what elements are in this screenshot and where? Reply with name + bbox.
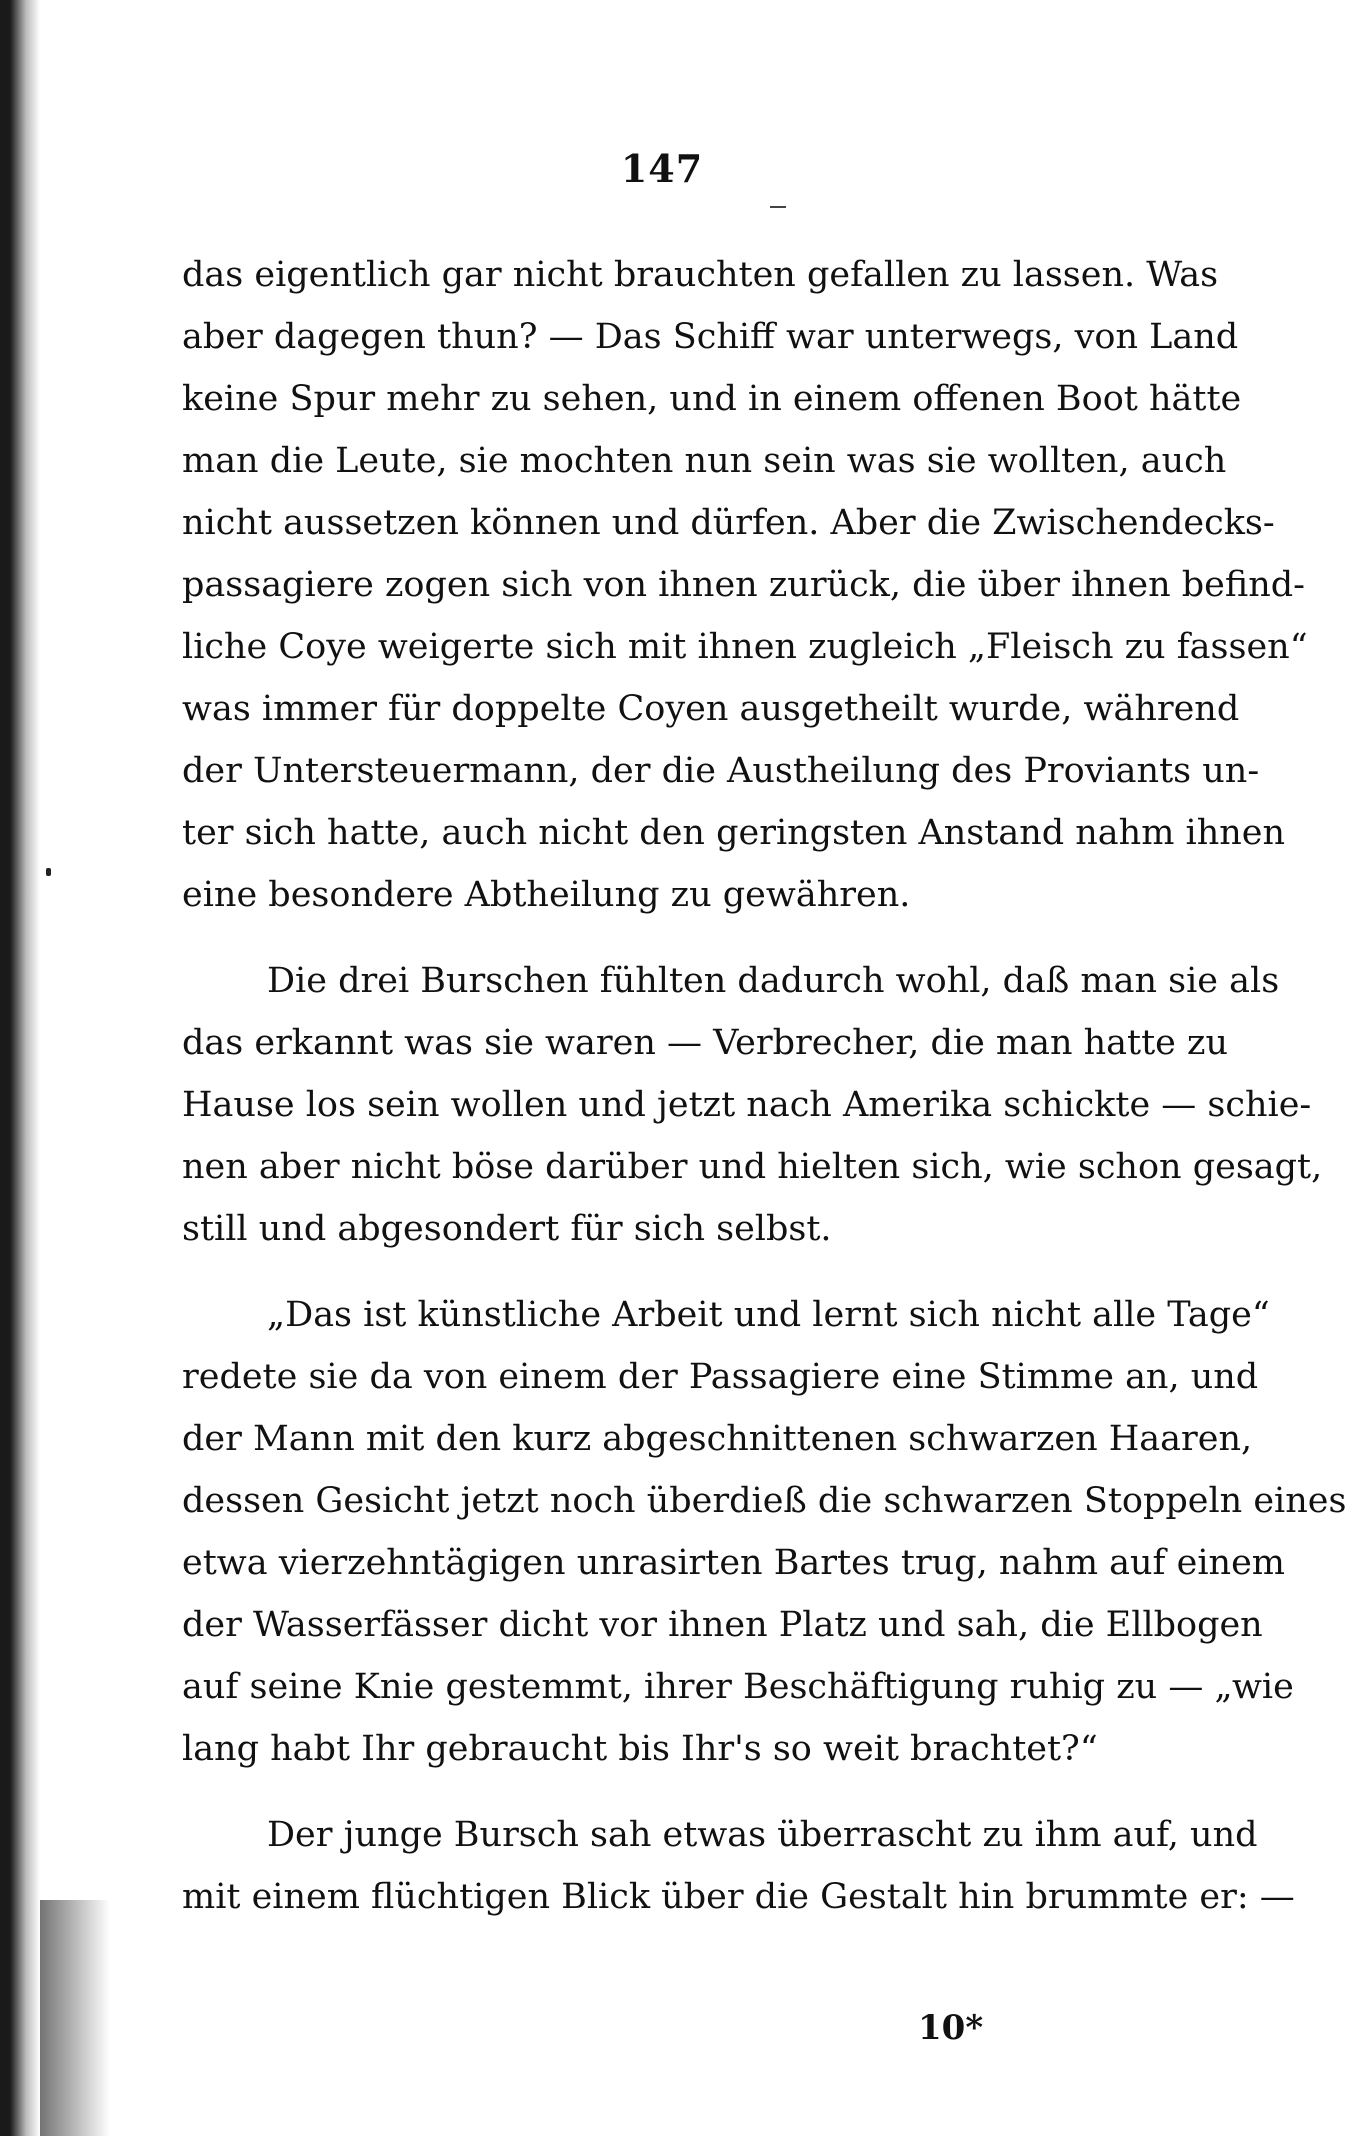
text-line: lang habt Ihr gebraucht bis Ihr's so weit brachtet?“ [182, 1729, 1098, 1769]
text-line: dessen Gesicht jetzt noch überdieß die schwarzen Stoppeln eines [182, 1481, 1346, 1521]
paragraph [182, 244, 1308, 926]
text-line: liche Coye weigerte sich mit ihnen zugleich „Fleisch zu fassen“ [182, 627, 1308, 667]
paragraph [182, 950, 1323, 1260]
text-line: Hause los sein wollen und jetzt nach Amerika schickte — schie- [182, 1085, 1312, 1125]
paragraph-gap [182, 1260, 1205, 1284]
text-line: Die drei Burschen fühlten dadurch wohl, daß man sie als [267, 961, 1280, 1001]
text-line: auf seine Knie gestemmt, ihrer Beschäftigung ruhig zu — „wie [182, 1667, 1294, 1707]
paragraph-gap [182, 1780, 1205, 1804]
text-line: das erkannt was sie waren — Verbrecher, die man hatte zu [182, 1023, 1228, 1063]
text-line: mit einem flüchtigen Blick über die Gestalt hin brummte er: — [182, 1877, 1295, 1917]
header-rule [770, 206, 786, 208]
text-line: Der junge Bursch sah etwas überrascht zu ihm auf, und [267, 1815, 1258, 1855]
text-line: nen aber nicht böse darüber und hielten sich, wie schon gesagt, [182, 1147, 1323, 1187]
text-line: redete sie da von einem der Passagiere eine Stimme an, und [182, 1357, 1259, 1397]
body-text [182, 244, 1346, 1928]
text-line: eine besondere Abtheilung zu gewähren. [182, 875, 911, 915]
text-line: was immer für doppelte Coyen ausgetheilt wurde, während [182, 689, 1240, 729]
text-line: nicht aussetzen können und dürfen. Aber die Zwischendecks- [182, 503, 1275, 543]
paragraph-gap [182, 926, 1205, 950]
text-line: etwa vierzehntägigen unrasirten Bartes trug, nahm auf einem [182, 1543, 1285, 1583]
text-line: das eigentlich gar nicht brauchten gefallen zu lassen. Was [182, 255, 1219, 295]
text-line: passagiere zogen sich von ihnen zurück, die über ihnen befind- [182, 565, 1305, 605]
page-number: 147 [620, 146, 704, 191]
text-line: „Das ist künstliche Arbeit und lernt sich nicht alle Tage“ [267, 1295, 1270, 1335]
text-line: der Untersteuermann, der die Austheilung des Proviants un- [182, 751, 1260, 791]
text-line: still und abgesondert für sich selbst. [182, 1209, 832, 1249]
paragraph [182, 1284, 1346, 1780]
text-line: aber dagegen thun? — Das Schiff war unterwegs, von Land [182, 317, 1239, 357]
text-line: der Mann mit den kurz abgeschnittenen schwarzen Haaren, [182, 1419, 1253, 1459]
text-line: man die Leute, sie mochten nun sein was sie wollten, auch [182, 441, 1227, 481]
signature-mark: 10* [918, 2008, 984, 2048]
binding-shadow [40, 1900, 110, 2136]
text-line: der Wasserfässer dicht vor ihnen Platz und sah, die Ellbogen [182, 1605, 1263, 1645]
paragraph [182, 1804, 1295, 1928]
text-line: keine Spur mehr zu sehen, und in einem offenen Boot hätte [182, 379, 1242, 419]
text-line: ter sich hatte, auch nicht den geringsten Anstand nahm ihnen [182, 813, 1286, 853]
margin-mark [46, 868, 51, 876]
binding-edge [0, 0, 40, 2136]
